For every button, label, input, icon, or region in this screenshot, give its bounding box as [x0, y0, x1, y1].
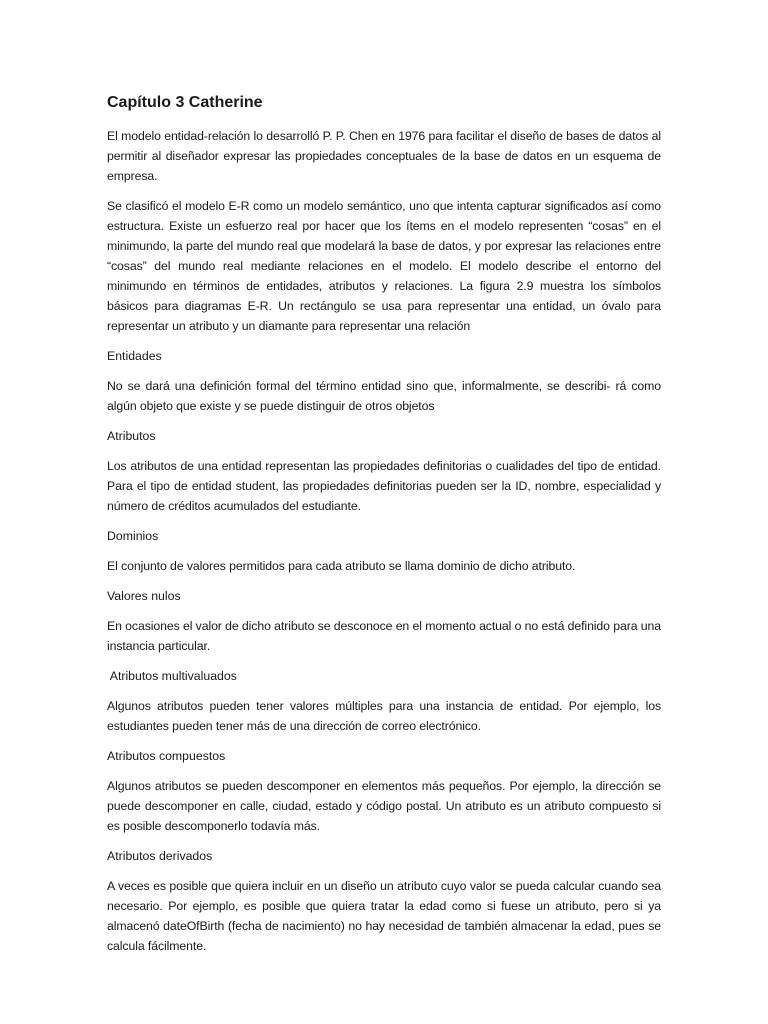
section-heading-valores-nulos: Valores nulos	[107, 589, 181, 603]
paragraph-er-model: Se clasificó el modelo E-R como un modelo semántico, uno que intenta capturar significados así como estructura. Existe un esfuerzo real por hacer que los ítems en el modelo representen “cosas” en el minimundo, la parte del mundo real que modelará la base de datos, y por expresar las relaciones entre “cosas” del mundo real mediante relaciones en el modelo. El modelo describe el entorno del minimundo en términos de entidades, atributos y relaciones. La figura 2.9 muestra los símbolos básicos para diagramas E-R. Un rectángulo se usa para representar una entidad, un óvalo para representar un atributo y un diamante para representar una relación	[107, 199, 661, 333]
section-heading-atributos-compuestos: Atributos compuestos	[107, 749, 226, 763]
paragraph-intro: El modelo entidad-relación lo desarrolló P. P. Chen en 1976 para facilitar el diseño de bases de datos al permitir al diseñador expresar las propiedades conceptuales de la base de datos en un esquema de empresa.	[107, 129, 661, 183]
document-page	[107, 92, 661, 966]
section-heading-atributos-multivaluados: Atributos multivaluados	[107, 669, 237, 683]
paragraph-valores-nulos: En ocasiones el valor de dicho atributo se desconoce en el momento actual o no está definido para una instancia particular.	[107, 619, 661, 653]
paragraph-atributos-multivaluados: Algunos atributos pueden tener valores múltiples para una instancia de entidad. Por ejemplo, los estudiantes pueden tener más de una dirección de correo electrónico.	[107, 699, 661, 733]
section-heading-entidades: Entidades	[107, 349, 162, 363]
paragraph-atributos-compuestos: Algunos atributos se pueden descomponer en elementos más pequeños. Por ejemplo, la dirección se puede descomponer en calle, ciudad, estado y código postal. Un atributo es un atributo compuesto si es posible descomponerlo todavía más.	[107, 779, 661, 833]
paragraph-atributos: Los atributos de una entidad representan las propiedades definitorias o cualidades del tipo de entidad. Para el tipo de entidad student, las propiedades definitorias pueden ser la ID, nombre, especialidad y número de créditos acumulados del estudiante.	[107, 459, 661, 513]
section-heading-dominios: Dominios	[107, 529, 159, 543]
paragraph-atributos-derivados: A veces es posible que quiera incluir en un diseño un atributo cuyo valor se pueda calcular cuando sea necesario. Por ejemplo, es posible que quiera tratar la edad como si fuese un atributo, pero si ya almacenó dateOfBirth (fecha de nacimiento) no hay necesidad de también almacenar la edad, pues se calcula fácilmente.	[107, 879, 661, 953]
paragraph-entidades: No se dará una definición formal del término entidad sino que, informalmente, se describi- rá como algún objeto que existe y se puede distinguir de otros objetos	[107, 379, 661, 413]
page-title: Capítulo 3 Catherine	[107, 94, 263, 111]
section-heading-atributos-derivados: Atributos derivados	[107, 849, 213, 863]
paragraph-dominios: El conjunto de valores permitidos para cada atributo se llama dominio de dicho atributo.	[107, 559, 576, 573]
section-heading-atributos: Atributos	[107, 429, 156, 443]
